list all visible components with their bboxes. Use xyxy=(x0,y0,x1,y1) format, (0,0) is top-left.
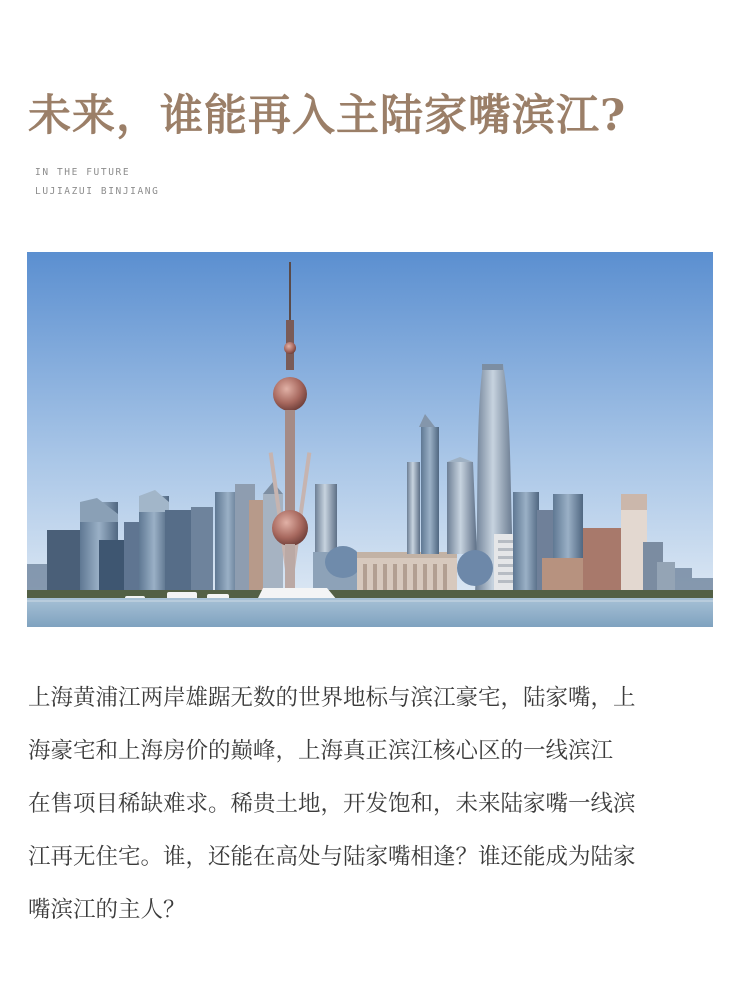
paragraph-line-1: 上海黄浦江两岸雄踞无数的世界地标与滨江豪宅，陆家嘴，上 xyxy=(28,685,636,711)
paragraph-line-5: 嘴滨江的主人？ xyxy=(28,897,186,923)
article-paragraph xyxy=(28,672,718,937)
article-subtitle xyxy=(35,163,159,201)
subtitle-line-2: LUJIAZUI BINJIANG xyxy=(35,186,160,197)
subtitle-line-1: IN THE FUTURE xyxy=(35,167,131,178)
paragraph-line-4: 江再无住宅。谁，还能在高处与陆家嘴相逢？谁还能成为陆家 xyxy=(28,844,636,870)
skyline-photo xyxy=(27,252,713,627)
article-title: 未来，谁能再入主陆家嘴滨江? xyxy=(28,91,627,141)
skyline-illustration xyxy=(27,252,713,627)
paragraph-line-3: 在售项目稀缺难求。稀贵土地，开发饱和，未来陆家嘴一线滨 xyxy=(28,791,636,817)
paragraph-line-2: 海豪宅和上海房价的巅峰，上海真正滨江核心区的一线滨江 xyxy=(28,738,614,764)
river xyxy=(27,598,713,627)
